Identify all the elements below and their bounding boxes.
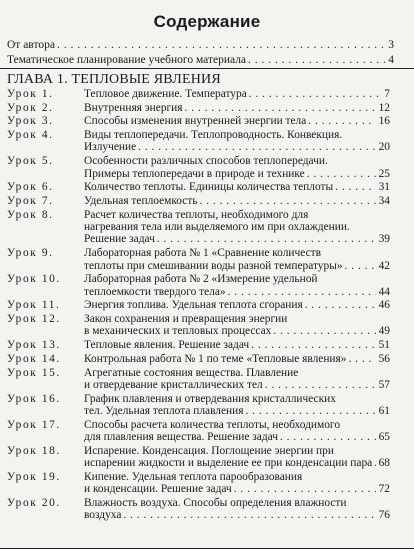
toc-entry	[7, 155, 390, 180]
lesson-title-line: Внутренняя энергия . . .	[84, 102, 384, 114]
lesson-title-line: Удельная теплоемкость . . .	[84, 195, 384, 207]
lesson-title-line: Способы изменения внутренней энергии тела . . .	[84, 115, 384, 127]
lesson-title-line: Количество теплоты. Единицы количества теплоты . . .	[84, 181, 384, 193]
lesson-title	[84, 115, 384, 127]
toc-entry	[7, 392, 390, 418]
lesson-title	[84, 471, 384, 496]
lesson-title-line: Закон сохранения и превращения энергии	[84, 313, 288, 326]
lesson-title-line: График плавления и отвердевания кристаллических	[84, 392, 336, 405]
lesson-title	[84, 299, 384, 311]
toc-entry	[7, 181, 390, 194]
toc-entry	[7, 247, 390, 272]
lesson-title-line: Лабораторная работа № 2 «Измерение удельной	[84, 273, 318, 286]
toc-page-number: 61	[376, 405, 390, 417]
lesson-number: Урок 14.	[7, 352, 61, 365]
toc-front-entry	[7, 54, 394, 67]
toc-page-number: 72	[376, 483, 390, 495]
toc-page-number: 12	[376, 102, 390, 114]
lesson-title	[84, 181, 384, 193]
lesson-number: Урок 13.	[7, 339, 61, 352]
toc-entry	[7, 208, 390, 246]
lesson-number: Урок 2.	[7, 101, 54, 114]
lesson-title-line: теплоты при смешивании воды разной температуры» . . .	[84, 260, 384, 272]
toc-page-number: 7	[381, 88, 390, 100]
lesson-title-line: теплоемкости твердого тела» . . .	[84, 286, 384, 298]
lesson-title	[84, 367, 384, 392]
toc-page-number: 34	[376, 195, 390, 207]
lesson-title-line: Излучение . . .	[84, 141, 384, 153]
lesson-number: Урок 4.	[7, 129, 54, 142]
lesson-title-line: Влажность воздуха. Способы определения влажности	[84, 497, 347, 510]
lesson-number: Урок 15.	[7, 366, 61, 379]
toc-entry	[7, 471, 390, 496]
lesson-title	[84, 102, 384, 114]
toc-entry	[7, 299, 390, 312]
toc-entry	[7, 115, 390, 128]
toc-page-number: 42	[376, 260, 390, 272]
lesson-title-line: воздуха . . .	[84, 509, 384, 521]
page-title: Содержание	[153, 12, 261, 31]
toc-entry	[7, 497, 390, 522]
lesson-title-line: и отвердевание кристаллических тел . . .	[84, 379, 384, 391]
chapter-heading: ГЛАВА 1. ТЕПЛОВЫЕ ЯВЛЕНИЯ	[7, 72, 221, 87]
lesson-title	[84, 129, 384, 154]
toc-entry	[7, 352, 390, 365]
lesson-title-line: Энергия топлива. Удельная теплота сгорания . . .	[84, 299, 384, 311]
lesson-number: Урок 8.	[7, 208, 54, 221]
lesson-number: Урок 11.	[7, 299, 61, 312]
lesson-title-line: и конденсации. Решение задач . . .	[84, 483, 384, 495]
toc-entry	[7, 339, 390, 352]
lesson-title	[84, 88, 384, 100]
toc-page-number: 31	[376, 181, 390, 193]
lesson-number: Урок 18.	[7, 444, 61, 457]
lesson-title	[84, 353, 384, 365]
lesson-title-line: тел. Удельная теплота плавления . . .	[84, 405, 384, 417]
lesson-number: Урок 10.	[7, 273, 61, 286]
toc-entry	[7, 366, 390, 392]
lesson-title-line: Особенности различных способов теплопередачи.	[84, 155, 328, 168]
lesson-title-line: Решение задач . . .	[84, 233, 384, 245]
toc-page-number: 76	[376, 509, 390, 521]
lesson-title	[84, 273, 384, 298]
toc-page-number: 56	[376, 353, 390, 365]
toc-entry	[7, 101, 390, 114]
lesson-title-line: Кипение. Удельная теплота парообразования	[84, 471, 303, 483]
lesson-number: Урок 12.	[7, 313, 61, 326]
toc-entry	[7, 444, 390, 470]
lesson-title	[84, 497, 384, 522]
lesson-title-line: Примеры теплопередачи в природе и технике . . .	[84, 168, 384, 180]
lesson-title-line: Агрегатные состояния вещества. Плавление	[84, 366, 299, 379]
toc-page-number: 46	[376, 299, 390, 311]
lesson-title-line: Тепловые явления. Решение задач . . .	[84, 339, 384, 351]
lesson-number: Урок 9.	[7, 247, 54, 260]
lesson-title	[84, 247, 384, 272]
toc-page-number: 57	[376, 379, 390, 391]
lesson-number: Урок 1.	[7, 88, 54, 100]
toc-page-number: 68	[376, 457, 390, 469]
lesson-title	[84, 209, 384, 246]
lesson-number: Урок 17.	[7, 418, 61, 431]
lesson-title	[84, 313, 384, 338]
lesson-title-line: Испарение. Конденсация. Поглощение энергии при	[84, 444, 334, 457]
lesson-title-line: нагревания тела или выделяемого им при охлаждении.	[84, 221, 350, 234]
lesson-title-line: Контрольная работа № 1 по теме «Тепловые явления» . . .	[84, 353, 384, 365]
lesson-title-line: испарении жидкости и выделение ее при конденсации пара . . .	[84, 457, 384, 469]
toc-page-number: 39	[376, 233, 390, 245]
toc-front-text: Тематическое планирование учебного материала . . .	[7, 54, 389, 67]
toc-page-number: 16	[376, 115, 390, 127]
lesson-title	[84, 445, 384, 470]
toc-page-number: 44	[376, 286, 390, 298]
toc-page-number: 3	[385, 39, 394, 52]
lesson-title-line: для плавления вещества. Решение задач . . .	[84, 431, 384, 443]
lesson-number: Урок 20.	[7, 497, 61, 510]
toc-page-number: 51	[376, 339, 390, 351]
lesson-title	[84, 393, 384, 418]
lesson-title	[84, 339, 384, 351]
lesson-title-line: в механических и тепловых процессах . . .	[84, 325, 384, 337]
lesson-title-line: Виды теплопередачи. Теплопроводность. Конвекция.	[84, 129, 343, 142]
lesson-title	[84, 195, 384, 207]
lesson-number: Урок 7.	[7, 195, 54, 207]
lesson-number: Урок 6.	[7, 181, 54, 194]
lesson-number: Урок 19.	[7, 471, 61, 483]
toc-entry	[7, 418, 390, 444]
toc-entry	[7, 313, 390, 338]
lesson-title-line: Способы расчета количества теплоты, необходимого	[84, 418, 341, 431]
toc-front-entry	[7, 39, 394, 52]
divider	[0, 68, 414, 69]
toc-front-text: От автора . . .	[7, 39, 389, 52]
toc-page-number: 49	[376, 325, 390, 337]
lesson-title	[84, 155, 384, 180]
lesson-number: Урок 5.	[7, 155, 54, 168]
toc-page-number: 4	[385, 54, 394, 67]
toc-entry	[7, 194, 390, 207]
toc-page-number: 65	[376, 431, 390, 443]
lesson-title-line: Расчет количества теплоты, необходимого для	[84, 208, 309, 221]
lesson-number: Урок 16.	[7, 392, 61, 405]
lesson-title	[84, 419, 384, 444]
toc-entry	[7, 129, 390, 154]
toc-entry	[7, 87, 390, 100]
lesson-title-line: Лабораторная работа № 1 «Сравнение количеств	[84, 247, 321, 260]
toc-page-number: 25	[376, 168, 390, 180]
lesson-number: Урок 3.	[7, 115, 54, 128]
toc-page-number: 20	[376, 141, 390, 153]
lesson-title-line: Тепловое движение. Температура . . .	[84, 88, 384, 100]
toc-entry	[7, 273, 390, 298]
